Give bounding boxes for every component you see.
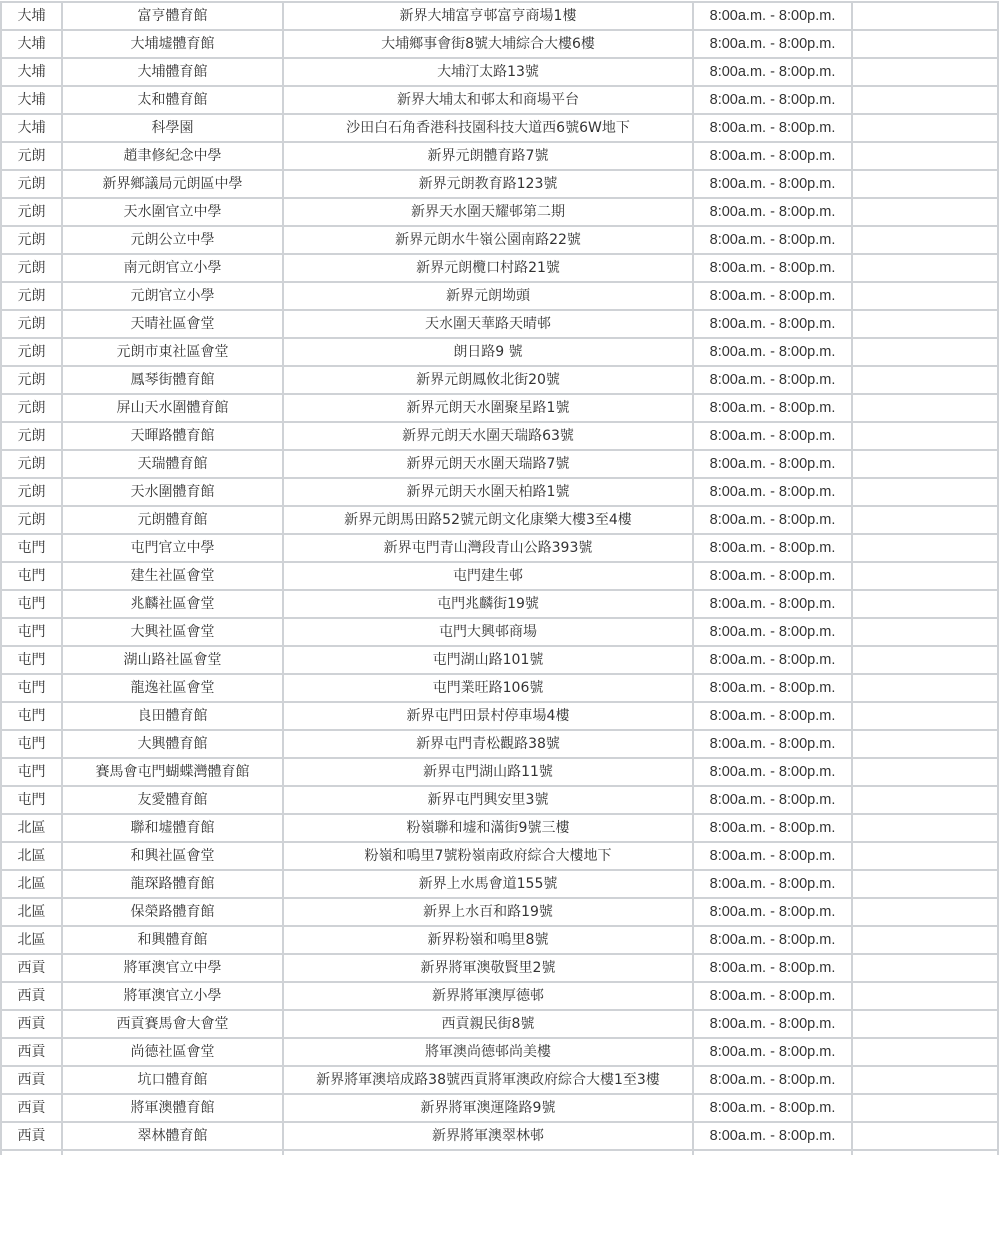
venue-cell: 尚德社區會堂 bbox=[62, 1038, 283, 1066]
hours-cell: 8:00a.m. - 8:00p.m. bbox=[693, 870, 852, 898]
remarks-cell bbox=[852, 450, 998, 478]
venue-cell: 天瑞體育館 bbox=[62, 450, 283, 478]
hours-cell: 8:00a.m. - 8:00p.m. bbox=[693, 982, 852, 1010]
remarks-cell bbox=[852, 1066, 998, 1094]
address-cell: 屯門業旺路106號 bbox=[283, 674, 693, 702]
remarks-cell bbox=[852, 730, 998, 758]
address-cell: 新界元朗體育路7號 bbox=[283, 142, 693, 170]
table-row bbox=[1, 394, 998, 422]
remarks-cell bbox=[852, 338, 998, 366]
address-cell: 新界元朗天水圍天瑞路7號 bbox=[283, 450, 693, 478]
venue-cell: 將軍澳體育館 bbox=[62, 1094, 283, 1122]
table-row bbox=[1, 982, 998, 1010]
address-cell: 西貢親民街8號 bbox=[283, 1010, 693, 1038]
address-cell: 大埔汀太路13號 bbox=[283, 58, 693, 86]
address-cell: 朗日路9 號 bbox=[283, 338, 693, 366]
remarks-cell bbox=[852, 702, 998, 730]
address-cell: 新界將軍澳運隆路9號 bbox=[283, 1094, 693, 1122]
table-row bbox=[1, 646, 998, 674]
district-cell: 元朗 bbox=[1, 506, 62, 534]
table-row bbox=[1, 114, 998, 142]
venue-cell: 兆麟社區會堂 bbox=[62, 590, 283, 618]
district-cell: 西貢 bbox=[1, 1094, 62, 1122]
venue-cell: 和興體育館 bbox=[62, 926, 283, 954]
address-cell: 新界天水圍天耀邨第二期 bbox=[283, 198, 693, 226]
district-cell: 屯門 bbox=[1, 646, 62, 674]
empty-cell bbox=[1, 1150, 62, 1155]
address-cell: 沙田白石角香港科技園科技大道西6號6W地下 bbox=[283, 114, 693, 142]
remarks-cell bbox=[852, 1094, 998, 1122]
hours-cell: 8:00a.m. - 8:00p.m. bbox=[693, 142, 852, 170]
district-cell: 元朗 bbox=[1, 450, 62, 478]
address-cell: 新界將軍澳厚德邨 bbox=[283, 982, 693, 1010]
address-cell: 粉嶺和鳴里7號粉嶺南政府綜合大樓地下 bbox=[283, 842, 693, 870]
district-cell: 屯門 bbox=[1, 562, 62, 590]
address-cell: 屯門湖山路101號 bbox=[283, 646, 693, 674]
hours-cell: 8:00a.m. - 8:00p.m. bbox=[693, 730, 852, 758]
table-row bbox=[1, 310, 998, 338]
address-cell: 新界元朗坳頭 bbox=[283, 282, 693, 310]
venue-cell: 天水圍官立中學 bbox=[62, 198, 283, 226]
table-row bbox=[1, 702, 998, 730]
district-cell: 西貢 bbox=[1, 1122, 62, 1150]
venue-cell: 良田體育館 bbox=[62, 702, 283, 730]
remarks-cell bbox=[852, 534, 998, 562]
remarks-cell bbox=[852, 2, 998, 30]
hours-cell: 8:00a.m. - 8:00p.m. bbox=[693, 1010, 852, 1038]
hours-cell: 8:00a.m. - 8:00p.m. bbox=[693, 758, 852, 786]
hours-cell: 8:00a.m. - 8:00p.m. bbox=[693, 366, 852, 394]
table-row bbox=[1, 534, 998, 562]
district-cell: 西貢 bbox=[1, 1066, 62, 1094]
address-cell: 新界元朗天水圍天瑞路63號 bbox=[283, 422, 693, 450]
table-row bbox=[1, 170, 998, 198]
address-cell: 新界屯門湖山路11號 bbox=[283, 758, 693, 786]
empty-cell bbox=[852, 1150, 998, 1155]
remarks-cell bbox=[852, 310, 998, 338]
venue-cell: 元朗公立中學 bbox=[62, 226, 283, 254]
district-cell: 元朗 bbox=[1, 338, 62, 366]
district-cell: 北區 bbox=[1, 870, 62, 898]
address-cell: 新界元朗馬田路52號元朗文化康樂大樓3至4樓 bbox=[283, 506, 693, 534]
remarks-cell bbox=[852, 170, 998, 198]
address-cell: 粉嶺聯和墟和滿街9號三樓 bbox=[283, 814, 693, 842]
district-cell: 屯門 bbox=[1, 590, 62, 618]
address-cell: 大埔鄉事會街8號大埔綜合大樓6樓 bbox=[283, 30, 693, 58]
venue-cell: 大興社區會堂 bbox=[62, 618, 283, 646]
remarks-cell bbox=[852, 86, 998, 114]
venue-cell: 龍琛路體育館 bbox=[62, 870, 283, 898]
hours-cell: 8:00a.m. - 8:00p.m. bbox=[693, 618, 852, 646]
address-cell: 新界將軍澳翠林邨 bbox=[283, 1122, 693, 1150]
venue-cell: 龍逸社區會堂 bbox=[62, 674, 283, 702]
table-row bbox=[1, 478, 998, 506]
table-row bbox=[1, 842, 998, 870]
remarks-cell bbox=[852, 758, 998, 786]
hours-cell: 8:00a.m. - 8:00p.m. bbox=[693, 590, 852, 618]
hours-cell: 8:00a.m. - 8:00p.m. bbox=[693, 86, 852, 114]
hours-cell: 8:00a.m. - 8:00p.m. bbox=[693, 1094, 852, 1122]
remarks-cell bbox=[852, 814, 998, 842]
district-cell: 北區 bbox=[1, 842, 62, 870]
remarks-cell bbox=[852, 198, 998, 226]
remarks-cell bbox=[852, 226, 998, 254]
venue-cell: 科學園 bbox=[62, 114, 283, 142]
address-cell: 屯門大興邨商場 bbox=[283, 618, 693, 646]
hours-cell: 8:00a.m. - 8:00p.m. bbox=[693, 562, 852, 590]
table-row bbox=[1, 590, 998, 618]
remarks-cell bbox=[852, 926, 998, 954]
remarks-cell bbox=[852, 478, 998, 506]
remarks-cell bbox=[852, 646, 998, 674]
district-cell: 北區 bbox=[1, 898, 62, 926]
district-cell: 元朗 bbox=[1, 254, 62, 282]
table-row bbox=[1, 898, 998, 926]
hours-cell: 8:00a.m. - 8:00p.m. bbox=[693, 646, 852, 674]
district-cell: 元朗 bbox=[1, 422, 62, 450]
hours-cell: 8:00a.m. - 8:00p.m. bbox=[693, 478, 852, 506]
address-cell: 屯門建生邨 bbox=[283, 562, 693, 590]
district-cell: 元朗 bbox=[1, 170, 62, 198]
hours-cell: 8:00a.m. - 8:00p.m. bbox=[693, 338, 852, 366]
remarks-cell bbox=[852, 506, 998, 534]
district-cell: 元朗 bbox=[1, 478, 62, 506]
district-cell: 西貢 bbox=[1, 954, 62, 982]
venue-cell: 建生社區會堂 bbox=[62, 562, 283, 590]
venue-cell: 和興社區會堂 bbox=[62, 842, 283, 870]
address-cell: 新界屯門青山灣段青山公路393號 bbox=[283, 534, 693, 562]
address-cell: 新界大埔太和邨太和商場平台 bbox=[283, 86, 693, 114]
district-cell: 大埔 bbox=[1, 2, 62, 30]
address-cell: 新界屯門青松觀路38號 bbox=[283, 730, 693, 758]
address-cell: 新界元朗天水圍天柏路1號 bbox=[283, 478, 693, 506]
remarks-cell bbox=[852, 366, 998, 394]
district-cell: 元朗 bbox=[1, 198, 62, 226]
table-row bbox=[1, 814, 998, 842]
district-cell: 屯門 bbox=[1, 674, 62, 702]
table-row bbox=[1, 254, 998, 282]
remarks-cell bbox=[852, 254, 998, 282]
venue-cell: 將軍澳官立中學 bbox=[62, 954, 283, 982]
address-cell: 新界上水馬會道155號 bbox=[283, 870, 693, 898]
venue-cell: 友愛體育館 bbox=[62, 786, 283, 814]
table-row bbox=[1, 198, 998, 226]
venue-cell: 賽馬會屯門蝴蝶灣體育館 bbox=[62, 758, 283, 786]
address-cell: 新界將軍澳敬賢里2號 bbox=[283, 954, 693, 982]
district-cell: 元朗 bbox=[1, 366, 62, 394]
table-row bbox=[1, 58, 998, 86]
remarks-cell bbox=[852, 870, 998, 898]
hours-cell: 8:00a.m. - 8:00p.m. bbox=[693, 898, 852, 926]
table-row bbox=[1, 926, 998, 954]
hours-cell: 8:00a.m. - 8:00p.m. bbox=[693, 506, 852, 534]
empty-cell bbox=[62, 1150, 283, 1155]
table-row bbox=[1, 870, 998, 898]
table-row bbox=[1, 1122, 998, 1150]
remarks-cell bbox=[852, 1122, 998, 1150]
hours-cell: 8:00a.m. - 8:00p.m. bbox=[693, 1038, 852, 1066]
venue-table-body bbox=[1, 2, 998, 1155]
district-cell: 屯門 bbox=[1, 758, 62, 786]
table-row bbox=[1, 954, 998, 982]
district-cell: 西貢 bbox=[1, 1038, 62, 1066]
hours-cell: 8:00a.m. - 8:00p.m. bbox=[693, 450, 852, 478]
venue-cell: 太和體育館 bbox=[62, 86, 283, 114]
hours-cell: 8:00a.m. - 8:00p.m. bbox=[693, 814, 852, 842]
hours-cell: 8:00a.m. - 8:00p.m. bbox=[693, 842, 852, 870]
remarks-cell bbox=[852, 982, 998, 1010]
table-row bbox=[1, 1066, 998, 1094]
venue-cell: 富亨體育館 bbox=[62, 2, 283, 30]
address-cell: 新界元朗鳳攸北街20號 bbox=[283, 366, 693, 394]
venue-cell: 屏山天水圍體育館 bbox=[62, 394, 283, 422]
table-row bbox=[1, 562, 998, 590]
remarks-cell bbox=[852, 1038, 998, 1066]
hours-cell: 8:00a.m. - 8:00p.m. bbox=[693, 114, 852, 142]
district-cell: 西貢 bbox=[1, 1010, 62, 1038]
remarks-cell bbox=[852, 674, 998, 702]
remarks-cell bbox=[852, 1010, 998, 1038]
remarks-cell bbox=[852, 954, 998, 982]
address-cell: 新界屯門興安里3號 bbox=[283, 786, 693, 814]
venue-cell: 元朗體育館 bbox=[62, 506, 283, 534]
hours-cell: 8:00a.m. - 8:00p.m. bbox=[693, 534, 852, 562]
district-cell: 元朗 bbox=[1, 310, 62, 338]
venue-cell: 湖山路社區會堂 bbox=[62, 646, 283, 674]
hours-cell: 8:00a.m. - 8:00p.m. bbox=[693, 2, 852, 30]
district-cell: 大埔 bbox=[1, 58, 62, 86]
hours-cell: 8:00a.m. - 8:00p.m. bbox=[693, 310, 852, 338]
district-cell: 大埔 bbox=[1, 86, 62, 114]
venue-cell: 西貢賽馬會大會堂 bbox=[62, 1010, 283, 1038]
hours-cell: 8:00a.m. - 8:00p.m. bbox=[693, 954, 852, 982]
hours-cell: 8:00a.m. - 8:00p.m. bbox=[693, 422, 852, 450]
remarks-cell bbox=[852, 282, 998, 310]
table-row bbox=[1, 366, 998, 394]
table-row bbox=[1, 730, 998, 758]
venue-cell: 屯門官立中學 bbox=[62, 534, 283, 562]
district-cell: 屯門 bbox=[1, 730, 62, 758]
address-cell: 新界粉嶺和鳴里8號 bbox=[283, 926, 693, 954]
address-cell: 新界大埔富亨邨富亨商場1樓 bbox=[283, 2, 693, 30]
district-cell: 屯門 bbox=[1, 534, 62, 562]
venue-table-container bbox=[0, 1, 997, 1155]
venue-cell: 翠林體育館 bbox=[62, 1122, 283, 1150]
table-row bbox=[1, 674, 998, 702]
table-row bbox=[1, 282, 998, 310]
remarks-cell bbox=[852, 590, 998, 618]
hours-cell: 8:00a.m. - 8:00p.m. bbox=[693, 786, 852, 814]
table-row bbox=[1, 786, 998, 814]
table-row-partial bbox=[1, 1150, 998, 1155]
table-row bbox=[1, 1038, 998, 1066]
venue-cell: 南元朗官立小學 bbox=[62, 254, 283, 282]
remarks-cell bbox=[852, 30, 998, 58]
hours-cell: 8:00a.m. - 8:00p.m. bbox=[693, 702, 852, 730]
address-cell: 新界元朗水牛嶺公園南路22號 bbox=[283, 226, 693, 254]
district-cell: 西貢 bbox=[1, 982, 62, 1010]
address-cell: 將軍澳尚德邨尚美樓 bbox=[283, 1038, 693, 1066]
table-row bbox=[1, 506, 998, 534]
district-cell: 元朗 bbox=[1, 394, 62, 422]
address-cell: 屯門兆麟街19號 bbox=[283, 590, 693, 618]
remarks-cell bbox=[852, 142, 998, 170]
venue-cell: 天水圍體育館 bbox=[62, 478, 283, 506]
address-cell: 新界屯門田景村停車場4樓 bbox=[283, 702, 693, 730]
remarks-cell bbox=[852, 842, 998, 870]
table-row bbox=[1, 226, 998, 254]
hours-cell: 8:00a.m. - 8:00p.m. bbox=[693, 170, 852, 198]
remarks-cell bbox=[852, 422, 998, 450]
venue-cell: 坑口體育館 bbox=[62, 1066, 283, 1094]
venue-table bbox=[0, 1, 999, 1155]
hours-cell: 8:00a.m. - 8:00p.m. bbox=[693, 1066, 852, 1094]
venue-cell: 大埔體育館 bbox=[62, 58, 283, 86]
remarks-cell bbox=[852, 898, 998, 926]
venue-cell: 新界鄉議局元朗區中學 bbox=[62, 170, 283, 198]
hours-cell: 8:00a.m. - 8:00p.m. bbox=[693, 198, 852, 226]
table-row bbox=[1, 450, 998, 478]
table-row bbox=[1, 758, 998, 786]
empty-cell bbox=[283, 1150, 693, 1155]
table-row bbox=[1, 1094, 998, 1122]
table-row bbox=[1, 338, 998, 366]
empty-cell bbox=[693, 1150, 852, 1155]
venue-cell: 天暉路體育館 bbox=[62, 422, 283, 450]
table-row bbox=[1, 618, 998, 646]
venue-cell: 大興體育館 bbox=[62, 730, 283, 758]
district-cell: 元朗 bbox=[1, 282, 62, 310]
remarks-cell bbox=[852, 58, 998, 86]
venue-cell: 元朗官立小學 bbox=[62, 282, 283, 310]
hours-cell: 8:00a.m. - 8:00p.m. bbox=[693, 394, 852, 422]
address-cell: 新界將軍澳培成路38號西貢將軍澳政府綜合大樓1至3樓 bbox=[283, 1066, 693, 1094]
remarks-cell bbox=[852, 618, 998, 646]
district-cell: 北區 bbox=[1, 814, 62, 842]
hours-cell: 8:00a.m. - 8:00p.m. bbox=[693, 226, 852, 254]
address-cell: 新界元朗教育路123號 bbox=[283, 170, 693, 198]
hours-cell: 8:00a.m. - 8:00p.m. bbox=[693, 58, 852, 86]
table-row bbox=[1, 30, 998, 58]
hours-cell: 8:00a.m. - 8:00p.m. bbox=[693, 926, 852, 954]
remarks-cell bbox=[852, 786, 998, 814]
address-cell: 天水圍天華路天晴邨 bbox=[283, 310, 693, 338]
district-cell: 屯門 bbox=[1, 702, 62, 730]
district-cell: 大埔 bbox=[1, 30, 62, 58]
venue-cell: 大埔墟體育館 bbox=[62, 30, 283, 58]
district-cell: 大埔 bbox=[1, 114, 62, 142]
table-row bbox=[1, 422, 998, 450]
venue-cell: 聯和墟體育館 bbox=[62, 814, 283, 842]
venue-cell: 保榮路體育館 bbox=[62, 898, 283, 926]
address-cell: 新界元朗天水圍聚星路1號 bbox=[283, 394, 693, 422]
hours-cell: 8:00a.m. - 8:00p.m. bbox=[693, 254, 852, 282]
district-cell: 北區 bbox=[1, 926, 62, 954]
district-cell: 屯門 bbox=[1, 618, 62, 646]
hours-cell: 8:00a.m. - 8:00p.m. bbox=[693, 282, 852, 310]
district-cell: 元朗 bbox=[1, 142, 62, 170]
venue-cell: 天晴社區會堂 bbox=[62, 310, 283, 338]
remarks-cell bbox=[852, 114, 998, 142]
hours-cell: 8:00a.m. - 8:00p.m. bbox=[693, 1122, 852, 1150]
venue-cell: 將軍澳官立小學 bbox=[62, 982, 283, 1010]
venue-cell: 鳳琴街體育館 bbox=[62, 366, 283, 394]
address-cell: 新界元朗欖口村路21號 bbox=[283, 254, 693, 282]
remarks-cell bbox=[852, 562, 998, 590]
hours-cell: 8:00a.m. - 8:00p.m. bbox=[693, 674, 852, 702]
table-row bbox=[1, 2, 998, 30]
hours-cell: 8:00a.m. - 8:00p.m. bbox=[693, 30, 852, 58]
remarks-cell bbox=[852, 394, 998, 422]
table-row bbox=[1, 1010, 998, 1038]
venue-cell: 元朗市東社區會堂 bbox=[62, 338, 283, 366]
table-row bbox=[1, 142, 998, 170]
address-cell: 新界上水百和路19號 bbox=[283, 898, 693, 926]
district-cell: 元朗 bbox=[1, 226, 62, 254]
district-cell: 屯門 bbox=[1, 786, 62, 814]
table-row bbox=[1, 86, 998, 114]
venue-cell: 趙聿修紀念中學 bbox=[62, 142, 283, 170]
